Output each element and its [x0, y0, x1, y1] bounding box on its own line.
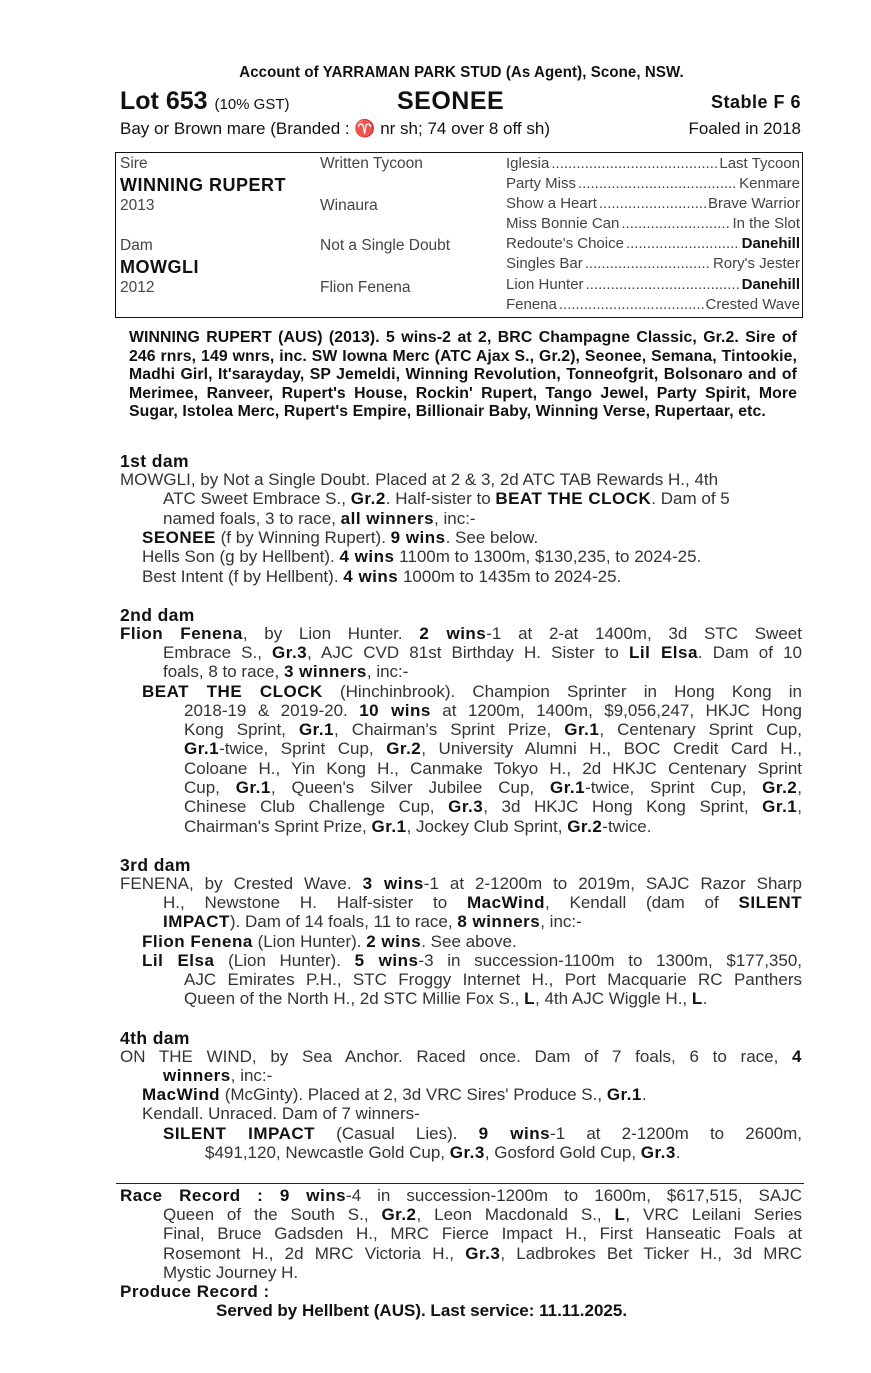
- race-record-line-3: Final, Bruce Gadsden H., MRC Fierce Impact H., First Hanseatic Foals at: [163, 1224, 802, 1243]
- leader-dots: [551, 155, 717, 172]
- dam2-line-3: foals, 8 to race, 3 winners, inc:-: [163, 662, 409, 681]
- dam1-line-3: named foals, 3 to race, all winners, inc:-: [163, 509, 476, 528]
- ggen-sire: Danehill: [741, 276, 800, 293]
- ggen-sire: Danehill: [741, 235, 800, 252]
- leader-dots: [578, 175, 737, 192]
- great-grandparent-row: [506, 175, 800, 192]
- dam-dam: Flion Fenena: [320, 279, 411, 296]
- sire-sire: Written Tycoon: [320, 155, 423, 172]
- gst-note: (10% GST): [214, 96, 290, 113]
- foaled-year: Foaled in 2018: [688, 119, 801, 138]
- dam-sire: Not a Single Doubt: [320, 237, 451, 254]
- dam2-line-9: Cup, Gr.1, Queen's Silver Jubilee Cup, Gr.1-twice, Sprint Cup, Gr.2,: [184, 778, 802, 797]
- dam4-line-5: SILENT IMPACT (Casual Lies). 9 wins-1 at 2-1200m to 2600m,: [163, 1124, 802, 1143]
- ggen-dam: Fenena: [506, 296, 557, 313]
- dam-label: Dam: [120, 237, 153, 254]
- dam2-line-5: 2018-19 & 2019-20. 10 wins at 1200m, 1400m, $9,056,247, HKJC Hong: [184, 701, 802, 720]
- dam4-line-6: $491,120, Newcastle Gold Cup, Gr.3, Gosford Gold Cup, Gr.3.: [205, 1143, 681, 1162]
- dam1-line-4: SEONEE (f by Winning Rupert). 9 wins. See below.: [142, 528, 539, 547]
- ggen-dam: Redoute's Choice: [506, 235, 624, 252]
- great-grandparent-row: [506, 155, 800, 172]
- leader-dots: [599, 195, 706, 212]
- dam2-line-1: Flion Fenena, by Lion Hunter. 2 wins-1 at 2-at 1400m, 3d STC Sweet: [120, 624, 802, 643]
- sire-summary: WINNING RUPERT (AUS) (2013). 5 wins-2 at 2, BRC Champagne Classic, Gr.2. Sire of 246 rnrs, 149 wnrs, inc. SW Iowna Merc (ATC Ajax S., Gr.2), Seonee, Semana, Tintookie, Madhi Girl, It'sarayday, SP Jemeldi, Winning Revolution, Tonneofgrit, Bolsonaro and of Merimee, Ranveer, Rupert's House, Rockin' Rupert, Tango Jewel, Party Spirit, More Sugar, Istolea Merc, Rupert's Empire, Billionair Baby, Winning Verse, Rupertaar, etc.: [129, 329, 797, 420]
- dam3-line-5: Lil Elsa (Lion Hunter). 5 wins-3 in succession-1100m to 1300m, $177,350,: [142, 951, 803, 970]
- race-record-line-5: Mystic Journey H.: [163, 1263, 299, 1282]
- dam-year: 2012: [120, 279, 155, 296]
- great-grandparent-row: [506, 255, 800, 272]
- dam4-line-1: ON THE WIND, by Sea Anchor. Raced once. Dam of 7 foals, 6 to race, 4: [120, 1047, 802, 1066]
- dam2-line-4: BEAT THE CLOCK (Hinchinbrook). Champion Sprinter in Hong Kong in: [142, 682, 802, 701]
- great-grandparent-row: [506, 276, 800, 293]
- stable-label: Stable F 6: [710, 92, 801, 112]
- sire-dam: Winaura: [320, 197, 378, 214]
- ggen-sire: Brave Warrior: [708, 195, 800, 212]
- dam2-line-8: Coloane H., Yin Kong H., Canmake Tokyo H., 2d HKJC Centenary Sprint: [184, 759, 802, 778]
- dam3-line-1: FENENA, by Crested Wave. 3 wins-1 at 2-1200m to 2019m, SAJC Razor Sharp: [120, 874, 802, 893]
- leader-dots: [559, 296, 704, 313]
- dam3-line-6: AJC Emirates P.H., STC Froggy Internet H., Port Macquarie RC Panthers: [184, 970, 802, 989]
- race-record-line-4: Rosemont H., 2d MRC Victoria H., Gr.3, Ladbrokes Bet Ticker H., 3d MRC: [163, 1244, 802, 1263]
- race-record-line-1: Race Record : 9 wins-4 in succession-1200m to 1600m, $617,515, SAJC: [120, 1186, 802, 1205]
- dam3-line-2: H., Newstone H. Half-sister to MacWind, Kendall (dam of SILENT: [163, 893, 802, 912]
- divider: [116, 1183, 804, 1184]
- leader-dots: [586, 276, 740, 293]
- ggen-sire: Rory's Jester: [712, 255, 800, 272]
- dam3-line-7: Queen of the North H., 2d STC Millie Fox S., L, 4th AJC Wiggle H., L.: [184, 989, 708, 1008]
- dam2-line-10: Chinese Club Challenge Cup, Gr.3, 3d HKJC Hong Kong Sprint, Gr.1,: [184, 797, 802, 816]
- great-grandparent-row: [506, 195, 800, 212]
- fourth-dam-heading: 4th dam: [120, 1028, 190, 1048]
- lot-number: Lot 653 (10% GST): [120, 87, 290, 115]
- great-grandparent-row: [506, 296, 800, 313]
- dam1-line-2: ATC Sweet Embrace S., Gr.2. Half-sister to BEAT THE CLOCK. Dam of 5: [163, 489, 730, 508]
- pedigree-table: [115, 152, 803, 318]
- dam2-line-2: Embrace S., Gr.3, AJC CVD 81st Birthday H. Sister to Lil Elsa. Dam of 10: [163, 643, 802, 662]
- dam-name: MOWGLI: [120, 257, 199, 277]
- ggen-dam: Show a Heart: [506, 195, 597, 212]
- ggen-dam: Lion Hunter: [506, 276, 584, 293]
- horse-description: Bay or Brown mare (Branded : ♈ nr sh; 74 over 8 off sh): [120, 119, 550, 138]
- ggen-dam: Iglesia: [506, 155, 550, 172]
- dam2-line-6: Kong Sprint, Gr.1, Chairman's Sprint Prize, Gr.1, Centenary Sprint Cup,: [184, 720, 802, 739]
- horse-name: SEONEE: [397, 87, 505, 115]
- dam3-line-3: IMPACT). Dam of 14 foals, 11 to race, 8 winners, inc:-: [163, 912, 582, 931]
- produce-record-service: Served by Hellbent (AUS). Last service: 11.11.2025.: [216, 1301, 628, 1320]
- ggen-dam: Party Miss: [506, 175, 577, 192]
- dam1-line-1: MOWGLI, by Not a Single Doubt. Placed at 2 & 3, 2d ATC TAB Rewards H., 4th: [120, 470, 719, 489]
- dam4-line-2: winners, inc:-: [163, 1066, 273, 1085]
- dam1-line-5: Hells Son (g by Hellbent). 4 wins 1100m to 1300m, $130,235, to 2024-25.: [142, 547, 702, 566]
- dam1-line-6: Best Intent (f by Hellbent). 4 wins 1000m to 1435m to 2024-25.: [142, 567, 622, 586]
- ggen-sire: Kenmare: [739, 175, 800, 192]
- ggen-dam: Singles Bar: [506, 255, 583, 272]
- great-grandparent-row: [506, 215, 800, 232]
- leader-dots: [626, 235, 740, 252]
- dam4-line-3: MacWind (McGinty). Placed at 2, 3d VRC Sires' Produce S., Gr.1.: [142, 1085, 647, 1104]
- great-grandparent-row: [506, 235, 800, 252]
- leader-dots: [621, 215, 730, 232]
- second-dam-heading: 2nd dam: [120, 605, 195, 625]
- produce-record-heading: Produce Record :: [120, 1282, 270, 1301]
- first-dam-heading: 1st dam: [120, 451, 189, 471]
- ggen-dam: Miss Bonnie Can: [506, 215, 620, 232]
- dam2-line-7: Gr.1-twice, Sprint Cup, Gr.2, University Alumni H., BOC Credit Card H.,: [184, 739, 802, 758]
- dam3-line-4: Flion Fenena (Lion Hunter). 2 wins. See above.: [142, 932, 517, 951]
- ggen-sire: Crested Wave: [705, 296, 800, 313]
- account-line: Account of YARRAMAN PARK STUD (As Agent), Scone, NSW.: [239, 64, 684, 81]
- sire-label: Sire: [120, 155, 148, 172]
- leader-dots: [585, 255, 711, 272]
- sire-name: WINNING RUPERT: [120, 175, 286, 195]
- sire-year: 2013: [120, 197, 155, 214]
- third-dam-heading: 3rd dam: [120, 855, 191, 875]
- dam4-line-4: Kendall. Unraced. Dam of 7 winners-: [142, 1104, 420, 1123]
- race-record-line-2: Queen of the South S., Gr.2, Leon Macdonald S., L, VRC Leilani Series: [163, 1205, 802, 1224]
- ggen-sire: In the Slot: [732, 215, 800, 232]
- dam2-line-11: Chairman's Sprint Prize, Gr.1, Jockey Club Sprint, Gr.2-twice.: [184, 817, 652, 836]
- ggen-sire: Last Tycoon: [719, 155, 800, 172]
